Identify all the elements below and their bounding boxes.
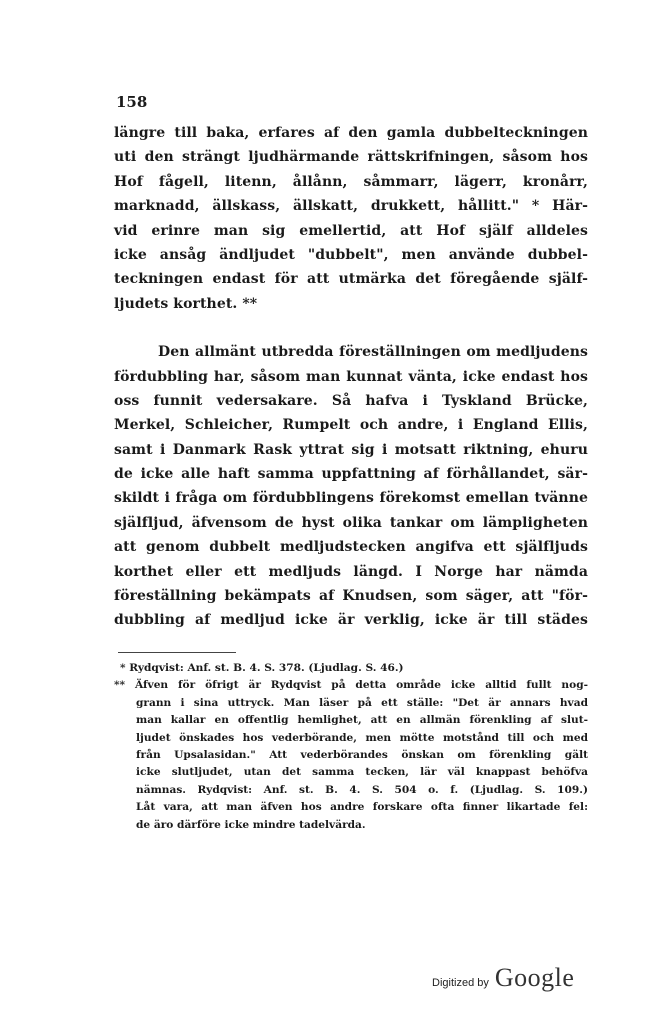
text-line: själfljud, äfvensom de hyst olika tankar om lämpligheten	[114, 514, 588, 531]
text-line: oss funnit vedersakare. Så hafva i Tyskland Brücke,	[114, 392, 588, 409]
text-line: att genom dubbelt medljudstecken angifva ett själfljuds	[114, 539, 588, 556]
footnote-line: nämnas. Rydqvist: Anf. st. B. 4. S. 504 o. f. (Ljudlag. S. 109.)	[136, 783, 588, 796]
text-line: skildt i fråga om fördubblingens förekomst emellan tvänne	[114, 490, 588, 507]
paragraph-gap	[114, 316, 588, 340]
digitized-by-google	[432, 963, 574, 993]
text-line: uti den strängt ljudhärmande rättskrifningen, såsom hos	[114, 149, 588, 166]
text-line: korthet eller ett medljuds längd. I Norge har nämda	[114, 563, 588, 580]
body-text	[114, 121, 588, 633]
text-line: dubbling af medljud icke är verklig, icke är till städes	[114, 612, 588, 629]
text-line: Den allmänt utbredda föreställningen om medljudens	[158, 344, 588, 361]
footnote-line: ljudet önskades hos vederbörande, men mötte motstånd till och med	[136, 731, 588, 744]
text-line: teckningen endast för att utmärka det föregående själf-	[114, 271, 588, 288]
text-line: marknadd, ällskass, ällskatt, drukkett, hållitt." * Här-	[114, 198, 588, 215]
text-line: Hof fågell, litenn, ållånn, såmmarr, lägerr, kronårr,	[114, 173, 588, 190]
text-line: vid erinre man sig emellertid, att Hof själf alldeles	[114, 222, 588, 239]
text-line: längre till baka, erfares af den gamla dubbelteckningen	[114, 125, 588, 141]
footnote-divider	[118, 652, 236, 653]
page-number: 158	[116, 93, 148, 111]
text-line: de icke alle haft samma uppfattning af förhållandet, sär-	[114, 466, 588, 483]
footnote-line: Låt vara, att man äfven hos andre forskare ofta finner likartade fel:	[136, 801, 588, 814]
footnote-line: grann i sina uttryck. Man läser på ett ställe: "Det är annars hvad	[136, 696, 588, 709]
digitized-label: Digitized by	[432, 977, 489, 989]
text-line: samt i Danmark Rask yttrat sig i motsatt riktning, ehuru	[114, 441, 588, 458]
footnote-line: icke slutljudet, utan det samma tecken, lär väl knappast behöfva	[136, 766, 588, 779]
footnote-line: från Upsalasidan." Att vederbörandes önskan om förenkling gält	[136, 748, 588, 761]
text-line: ljudets korthet. **	[114, 295, 258, 312]
footnotes	[114, 660, 588, 834]
text-line: Merkel, Schleicher, Rumpelt och andre, i England Ellis,	[114, 417, 588, 434]
footnote-line: * Rydqvist: Anf. st. B. 4. S. 378. (Ljudlag. S. 46.)	[120, 662, 404, 674]
footnote-line: de äro därföre icke mindre tadelvärda.	[136, 818, 366, 831]
text-line: föreställning bekämpats af Knudsen, som säger, att "för-	[114, 588, 588, 605]
footnote-line: man kallar en offentlig hemlighet, att en allmän förenkling af slut-	[136, 714, 588, 727]
text-line: fördubbling har, såsom man kunnat vänta, icke endast hos	[114, 368, 588, 385]
text-line: icke ansåg ändljudet "dubbelt", men använde dubbel-	[114, 246, 588, 263]
footnote-line: ** Äfven för öfrigt är Rydqvist på detta område icke alltid fullt nog-	[114, 679, 588, 692]
google-logo: Google	[494, 963, 575, 992]
